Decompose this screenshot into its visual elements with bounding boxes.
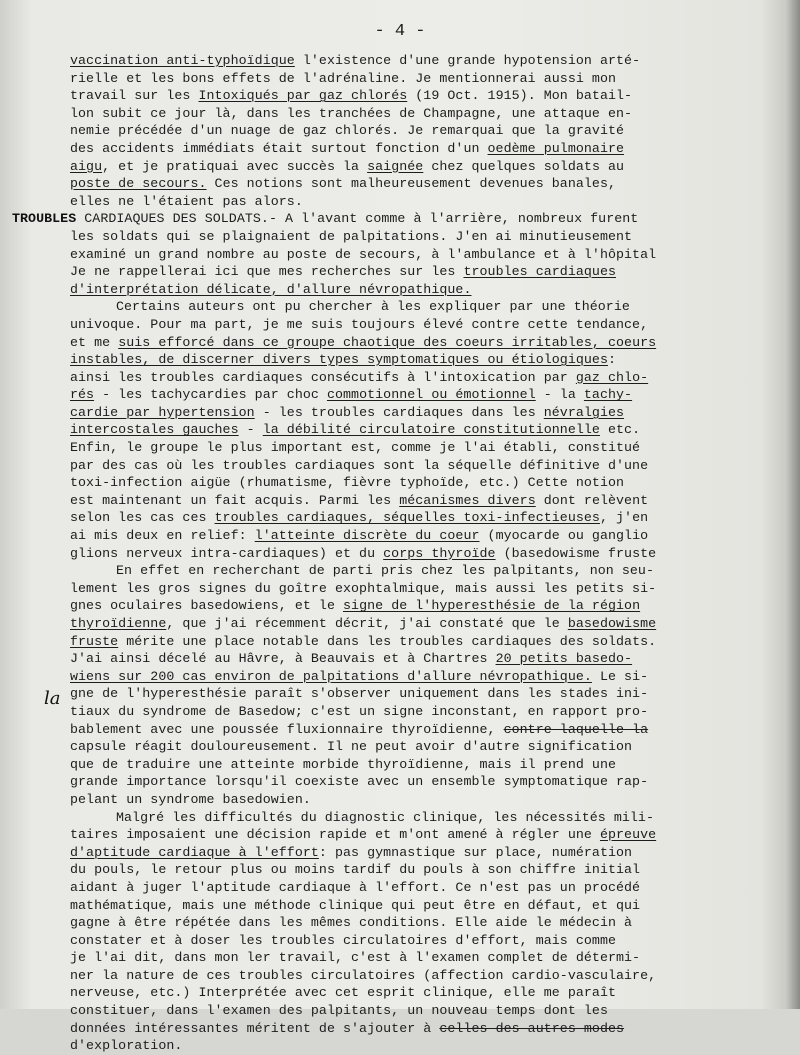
text-line <box>70 738 782 756</box>
struck-text: contre laquelle la <box>503 721 649 737</box>
text-line <box>70 228 782 246</box>
text-segment: tiaux du syndrome de Basedow; c'est un signe inconstant, en rapport pro- <box>70 703 649 719</box>
text-line <box>70 721 782 739</box>
text-segment: (basedowisme fruste <box>495 545 657 561</box>
text-line <box>70 949 782 967</box>
text-line <box>70 263 782 281</box>
text-segment: CARDIAQUES DES SOLDATS.- A l'avant comme à l'arrière, nombreux furent <box>76 211 639 227</box>
underlined-text: commotionnel ou émotionnel <box>326 387 536 403</box>
text-segment: En effet en recherchant de parti pris chez les palpitants, non seu- <box>116 563 654 579</box>
text-line <box>70 932 782 950</box>
text-line <box>70 897 782 915</box>
underlined-text: vaccination anti-typhoïdique <box>70 53 295 68</box>
text-line <box>70 580 782 598</box>
text-segment: et me <box>70 334 119 350</box>
text-line <box>70 791 782 809</box>
text-segment: mathématique, mais une méthode clinique qui peut être en défaut, et qui <box>70 897 641 913</box>
text-line <box>70 439 782 457</box>
body-text <box>12 52 782 1055</box>
text-segment: je l'ai dit, dans mon ler travail, c'est à l'examen complet de détermi- <box>70 950 641 966</box>
text-line <box>70 70 782 88</box>
text-line <box>70 246 782 264</box>
underlined-text: basedowisme <box>567 616 657 631</box>
text-line <box>70 650 782 668</box>
underlined-text: mécanismes divers <box>399 492 536 508</box>
text-line <box>70 914 782 932</box>
text-segment: travail sur les <box>70 88 199 104</box>
text-line <box>70 844 782 862</box>
underlined-text: tachy- <box>583 387 633 403</box>
text-line <box>70 369 782 387</box>
text-segment: les soldats qui se plaignaient de palpitations. J'en ai minutieusement <box>70 228 633 244</box>
text-line <box>70 298 782 316</box>
text-line <box>70 685 782 703</box>
text-line <box>70 140 782 158</box>
text-line <box>70 597 782 615</box>
text-segment: selon les cas ces <box>70 510 215 526</box>
text-line <box>70 474 782 492</box>
text-segment: J'ai ainsi décelé au Hâvre, à Beauvais et à Chartres <box>70 651 496 667</box>
underlined-text: signe de l'hyperesthésie de la région <box>343 598 641 614</box>
text-line <box>70 193 782 211</box>
handwritten-margin-note: la <box>44 688 61 709</box>
underlined-text: suis efforcé dans ce groupe chaotique des coeurs irritables, coeurs <box>118 334 657 350</box>
text-segment: des accidents immédiats était surtout fonction d'un <box>70 140 488 156</box>
text-segment: taires imposaient une décision rapide et m'ont amené à régler une <box>70 827 600 843</box>
underlined-text: aigu <box>70 158 103 174</box>
text-line <box>70 861 782 879</box>
underlined-text: d'aptitude cardiaque à l'effort <box>70 844 319 860</box>
underlined-text: 20 petits basedo- <box>495 651 633 667</box>
text-line <box>70 492 782 510</box>
underlined-text: oedème pulmonaire <box>487 140 625 156</box>
text-segment: rielle et les bons effets de l'adrénaline. Je mentionnerai aussi mon <box>70 70 617 86</box>
underlined-text: Intoxiqués par gaz chlorés <box>198 88 408 104</box>
underlined-text: épreuve <box>599 827 657 843</box>
text-segment: par des cas où les troubles cardiaques sont la séquelle définitive d'une <box>70 457 649 473</box>
text-line <box>70 984 782 1002</box>
text-segment: que de traduire une atteinte morbide thyroïdienne, mais il prend une <box>70 756 617 772</box>
page-edge-shadow <box>786 0 800 1009</box>
text-line <box>70 633 782 651</box>
text-segment: , que j'ai récemment décrit, j'ai constaté que le <box>166 616 568 631</box>
text-segment: lement les gros signes du goître exophtalmique, mais aussi les petits si- <box>70 580 657 596</box>
text-segment: dont relèvent <box>535 492 649 508</box>
text-segment: : <box>607 352 617 368</box>
text-segment: aidant à juger l'aptitude cardiaque à l'effort. Ce n'est pas un procédé <box>70 879 641 895</box>
underlined-text: fruste <box>70 633 119 649</box>
text-line <box>70 1037 782 1055</box>
text-segment: etc. <box>599 422 641 438</box>
text-line <box>70 334 782 352</box>
underlined-text: troubles cardiaques, séquelles toxi-infectieuses <box>214 510 600 526</box>
text-line <box>70 615 782 633</box>
text-segment: capsule réagit douloureusement. Il ne peut avoir d'autre signification <box>70 739 633 755</box>
text-segment: gagne à être répétée dans les mêmes conditions. Elle aide le médecin à <box>70 915 633 931</box>
text-line <box>70 87 782 105</box>
text-line <box>70 967 782 985</box>
text-segment: ner la nature de ces troubles circulatoires (affection cardio-vasculaire, <box>70 967 657 983</box>
text-line <box>70 668 782 686</box>
text-segment: ai mis deux en relief: <box>70 528 255 544</box>
text-segment: constituer, dans l'examen des palpitants, un nouveau temps dont les <box>70 1003 608 1019</box>
text-segment: gnes oculaires basedowiens, et le <box>70 598 344 614</box>
text-line <box>70 545 782 563</box>
text-line <box>70 1020 782 1038</box>
text-line <box>70 52 782 70</box>
text-segment: pelant un syndrome basedowien. <box>70 791 311 807</box>
text-line <box>70 421 782 439</box>
underlined-text: gaz chlo- <box>575 369 649 385</box>
text-segment: bablement avec une poussée fluxionnaire thyroïdienne, <box>70 721 504 737</box>
text-segment: - la <box>535 387 584 403</box>
text-segment: Je ne rappellerai ici que mes recherches sur les <box>70 264 464 280</box>
text-segment: Malgré les difficultés du diagnostic clinique, les nécessités mili- <box>116 809 654 825</box>
text-segment: TROUBLES <box>12 211 77 227</box>
text-segment: : pas gymnastique sur place, numération <box>318 844 633 860</box>
text-line <box>70 527 782 545</box>
text-line <box>70 175 782 193</box>
underlined-text: troubles cardiaques <box>463 264 617 280</box>
text-segment: univoque. Pour ma part, je me suis toujours élevé contre cette tendance, <box>70 316 649 332</box>
text-line <box>70 386 782 404</box>
underlined-text: rés <box>70 387 95 403</box>
text-segment: mérite une place notable dans les troubles cardiaques des soldats. <box>118 633 657 649</box>
text-segment: Enfin, le groupe le plus important est, comme je l'ai établi, constitué <box>70 440 641 456</box>
text-segment: d'exploration. <box>70 1038 183 1054</box>
text-segment: du pouls, le retour plus ou moins tardif du pouls à son chiffre initial <box>70 862 641 878</box>
text-line <box>70 404 782 422</box>
underlined-text: poste de secours. <box>70 176 207 192</box>
text-line <box>70 316 782 334</box>
text-line <box>70 756 782 774</box>
text-segment: ainsi les troubles cardiaques consécutifs à l'intoxication par <box>70 369 576 385</box>
text-line <box>70 809 782 827</box>
text-line <box>70 562 782 580</box>
text-segment: est maintenant un fait acquis. Parmi les <box>70 492 400 508</box>
text-line <box>70 879 782 897</box>
text-segment: (19 Oct. 1915). Mon batail- <box>407 88 633 104</box>
text-line <box>70 105 782 123</box>
text-segment: Ces notions sont malheureusement devenues banales, <box>206 176 617 192</box>
underlined-text: instables, de discerner divers types symptomatiques ou étiologiques <box>70 352 608 368</box>
text-segment: - les tachycardies par choc <box>94 387 327 403</box>
text-segment: (myocarde ou ganglio <box>479 528 649 544</box>
underlined-text: l'atteinte discrète du coeur <box>254 528 480 544</box>
text-segment: nerveuse, etc.) Interprétée avec cet esprit clinique, elle me paraît <box>70 985 617 1001</box>
underlined-text: cardie par hypertension <box>70 404 255 420</box>
text-segment: nemie précédée d'un nuage de gaz chlorés. Je remarquai que la gravité <box>70 123 625 139</box>
text-segment: l'existence d'une grande hypotension arté- <box>294 53 641 68</box>
text-segment: glions nerveux intra-cardiaques) et du <box>70 545 384 561</box>
text-line <box>70 773 782 791</box>
text-line <box>70 509 782 527</box>
underlined-text: intercostales gauches <box>70 422 239 438</box>
underlined-text: wiens sur 200 cas environ de palpitations d'allure névropathique. <box>70 668 592 684</box>
text-line <box>70 158 782 176</box>
text-segment: Certains auteurs ont pu chercher à les expliquer par une théorie <box>116 299 630 315</box>
text-segment: lon subit ce jour là, dans les tranchées de Champagne, une attaque en- <box>70 105 633 121</box>
underlined-text: thyroïdienne <box>70 616 167 631</box>
text-segment: - <box>238 422 263 438</box>
underlined-text: corps thyroïde <box>383 545 496 561</box>
underlined-text: la débilité circulatoire constitutionnelle <box>262 422 600 438</box>
text-line <box>70 351 782 369</box>
text-segment: examiné un grand nombre au poste de secours, à l'ambulance et à l'hôpital <box>70 246 657 262</box>
text-line <box>70 281 782 299</box>
text-segment: gne de l'hyperesthésie paraît s'observer uniquement dans les stades ini- <box>70 686 649 702</box>
text-line <box>70 1002 782 1020</box>
text-line <box>70 122 782 140</box>
underlined-text: saignée <box>367 158 424 174</box>
text-segment: , et je pratiquai avec succès la <box>102 158 368 174</box>
text-segment: , j'en <box>599 510 649 526</box>
text-line <box>70 703 782 721</box>
text-line <box>70 457 782 475</box>
text-segment: données intéressantes méritent de s'ajouter à <box>70 1020 440 1036</box>
text-segment: elles ne l'étaient pas alors. <box>70 193 303 209</box>
text-line <box>70 826 782 844</box>
page-number: - 4 - <box>374 22 426 41</box>
text-segment: constater et à doser les troubles circulatoires d'effort, mais comme <box>70 932 617 948</box>
text-segment: grande importance lorsqu'il coexiste avec un ensemble symptomatique rap- <box>70 774 649 790</box>
text-segment: - les troubles cardiaques dans les <box>254 404 544 420</box>
struck-text: celles des autres modes <box>439 1020 625 1036</box>
text-segment: toxi-infection aigüe (rhumatisme, fièvre typhoïde, etc.) Cette notion <box>70 475 625 491</box>
text-line <box>12 210 782 228</box>
underlined-text: d'interprétation délicate, d'allure névropathique. <box>70 281 472 297</box>
text-segment: Le si- <box>591 668 649 684</box>
text-segment: chez quelques soldats au <box>423 158 625 174</box>
underlined-text: névralgies <box>543 404 625 420</box>
